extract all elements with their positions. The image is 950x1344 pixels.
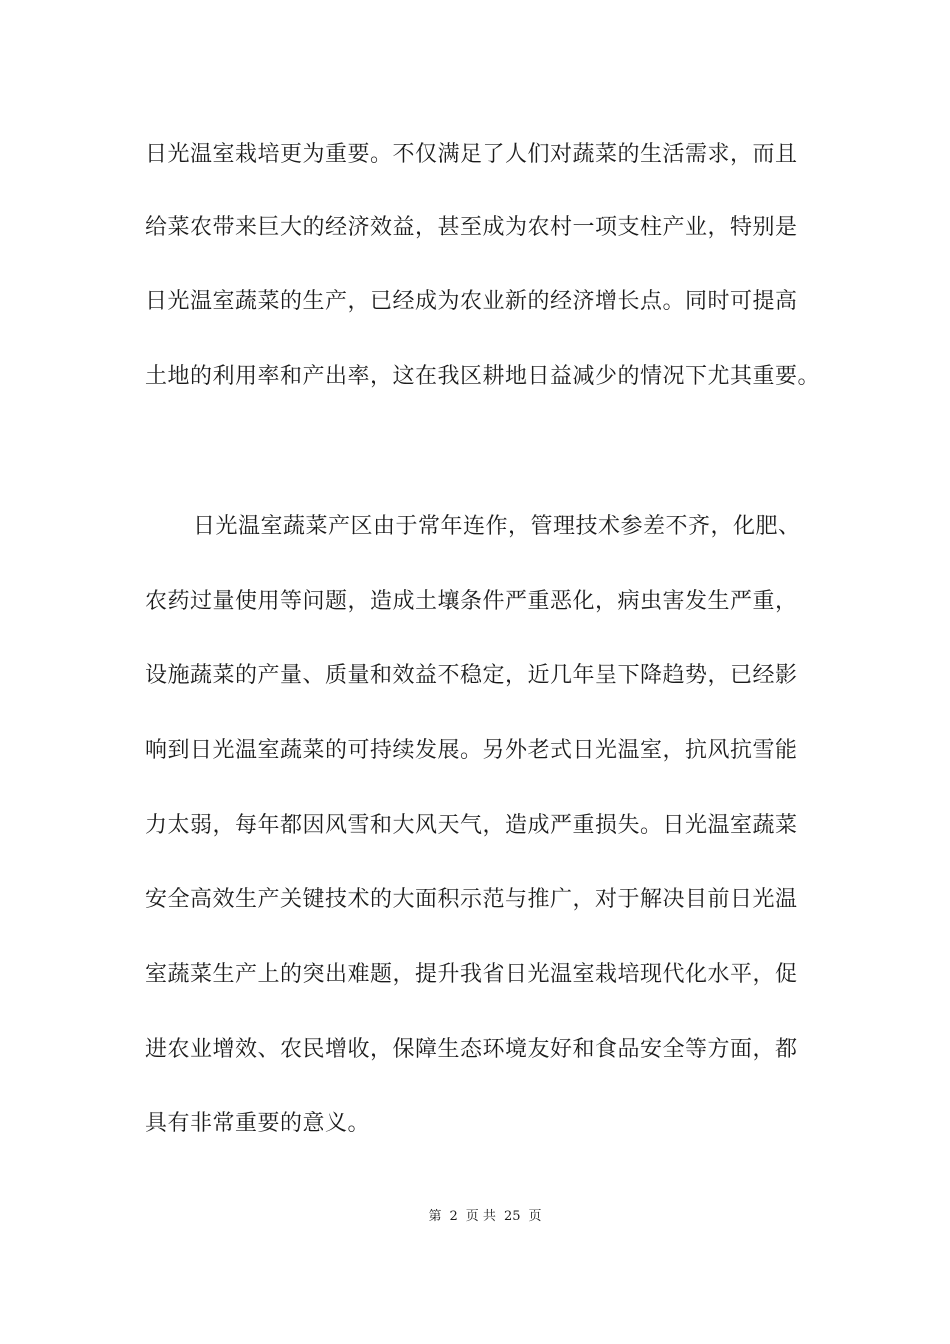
- footer-suffix: 页: [528, 1209, 542, 1224]
- footer-prefix: 第: [428, 1209, 442, 1224]
- text-line: 安全高效生产关键技术的大面积示范与推广，对于解决目前日光温: [145, 887, 798, 912]
- text-line: 力太弱，每年都因风雪和大风天气，造成严重损失。日光温室蔬菜: [145, 813, 798, 838]
- footer-middle: 页 共: [465, 1209, 496, 1224]
- text-line: 日光温室栽培更为重要。不仅满足了人们对蔬菜的生活需求，而且: [145, 142, 798, 167]
- text-line: 农药过量使用等问题，造成土壤条件严重恶化，病虫害发生严重，: [145, 589, 798, 614]
- text-line: 给菜农带来巨大的经济效益，甚至成为农村一项支柱产业，特别是: [145, 215, 798, 240]
- text-line: 进农业增效、农民增收，保障生态环境友好和食品安全等方面，都: [145, 1037, 798, 1062]
- text-line: 日光温室蔬菜的生产，已经成为农业新的经济增长点。同时可提高: [145, 289, 798, 314]
- current-page-number: 2: [449, 1209, 458, 1224]
- text-line: 具有非常重要的意义。: [145, 1111, 371, 1136]
- text-line: 日光温室蔬菜产区由于常年连作，管理技术参差不齐，化肥、: [193, 514, 801, 539]
- text-line: 设施蔬菜的产量、质量和效益不稳定，近几年呈下降趋势，已经影: [145, 663, 798, 688]
- page-footer: [0, 1208, 950, 1226]
- total-page-count: 25: [503, 1209, 521, 1224]
- text-line: 响到日光温室蔬菜的可持续发展。另外老式日光温室，抗风抗雪能: [145, 738, 798, 763]
- text-line: 土地的利用率和产出率，这在我区耕地日益减少的情况下尤其重要。: [145, 364, 821, 389]
- text-line: 室蔬菜生产上的突出难题，提升我省日光温室栽培现代化水平，促: [145, 962, 798, 987]
